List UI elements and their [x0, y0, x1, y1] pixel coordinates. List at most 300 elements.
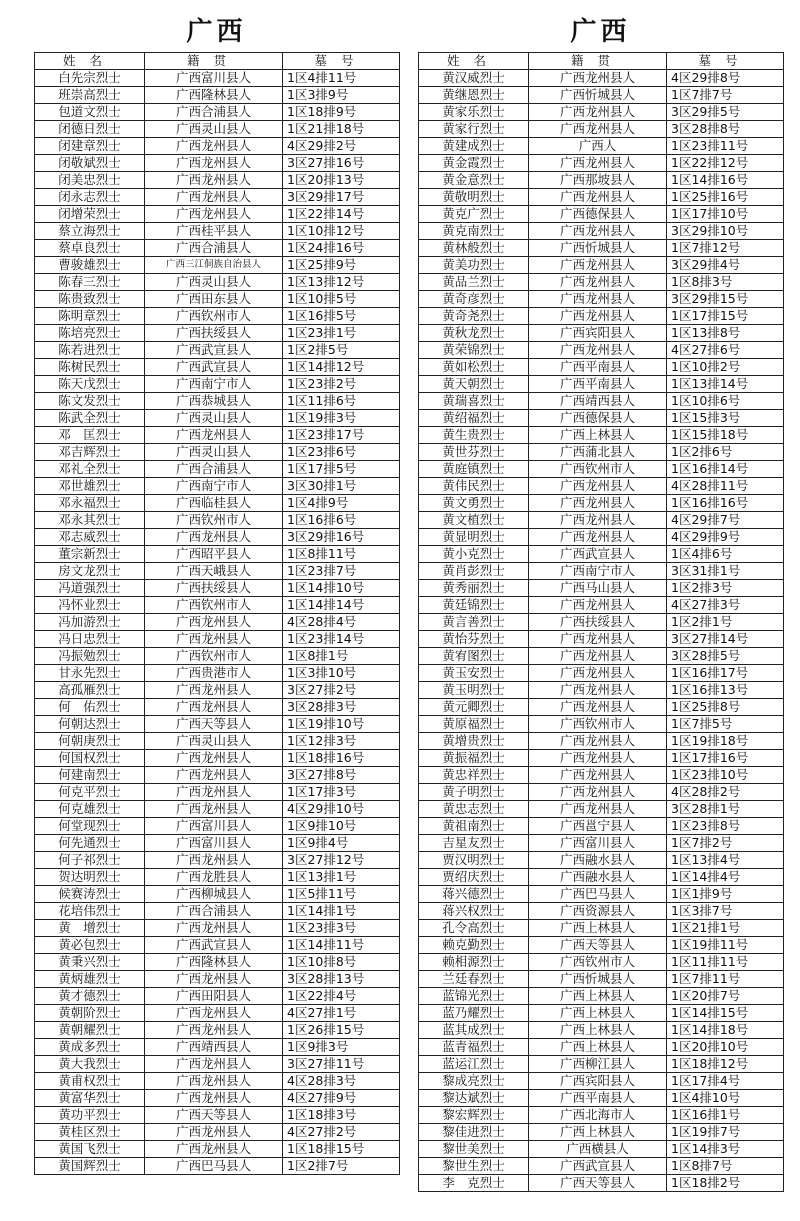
table-row [35, 172, 400, 189]
origin-cell: 广西富川县人 [145, 70, 283, 87]
tomb-number-cell: 1区19排7号 [667, 1124, 784, 1141]
table-row [419, 614, 784, 631]
header-name: 姓名 [35, 53, 145, 70]
tomb-number-cell: 1区23排10号 [667, 767, 784, 784]
name-cell: 黄秀丽烈士 [419, 580, 529, 597]
origin-cell: 广西桂平县人 [145, 223, 283, 240]
tomb-number-cell: 4区28排11号 [667, 478, 784, 495]
name-cell: 黄天朝烈士 [419, 376, 529, 393]
tomb-number-cell: 3区27排14号 [667, 631, 784, 648]
name-cell: 何朝庚烈士 [35, 733, 145, 750]
origin-cell: 广西钦州市人 [145, 597, 283, 614]
name-cell: 黄成多烈士 [35, 1039, 145, 1056]
table-row [419, 1141, 784, 1158]
origin-cell: 广西龙州县人 [529, 699, 667, 716]
name-cell: 闭美忠烈士 [35, 172, 145, 189]
tomb-number-cell: 1区18排9号 [283, 104, 400, 121]
name-cell: 李 克烈士 [419, 1175, 529, 1192]
name-cell: 花培伟烈士 [35, 903, 145, 920]
origin-cell: 广西龙州县人 [145, 529, 283, 546]
origin-cell: 广西武宣县人 [145, 937, 283, 954]
name-cell: 甘永先烈士 [35, 665, 145, 682]
tomb-number-cell: 1区25排8号 [667, 699, 784, 716]
table-row [35, 869, 400, 886]
tomb-number-cell: 3区29排15号 [667, 291, 784, 308]
tomb-number-cell: 1区24排16号 [283, 240, 400, 257]
tomb-number-cell: 3区29排4号 [667, 257, 784, 274]
tomb-number-cell: 3区27排12号 [283, 852, 400, 869]
table-row [35, 70, 400, 87]
table-row [419, 410, 784, 427]
table-row [419, 818, 784, 835]
tomb-number-cell: 3区29排17号 [283, 189, 400, 206]
origin-cell: 广西龙州县人 [529, 801, 667, 818]
origin-cell: 广西武宣县人 [145, 342, 283, 359]
name-cell: 黄廷锦烈士 [419, 597, 529, 614]
tomb-number-cell: 1区18排2号 [667, 1175, 784, 1192]
header-name: 姓名 [419, 53, 529, 70]
name-cell: 黄克南烈士 [419, 223, 529, 240]
table-row [35, 648, 400, 665]
origin-cell: 广西横县人 [529, 1141, 667, 1158]
tomb-number-cell: 4区27排3号 [667, 597, 784, 614]
tomb-number-cell: 1区7排2号 [667, 835, 784, 852]
tomb-number-cell: 1区19排11号 [667, 937, 784, 954]
header-origin: 籍贯 [145, 53, 283, 70]
name-cell: 陈文发烈士 [35, 393, 145, 410]
table-row [419, 1158, 784, 1175]
tomb-number-cell: 1区14排4号 [667, 869, 784, 886]
tomb-number-cell: 1区23排3号 [283, 920, 400, 937]
origin-cell: 广西龙州县人 [529, 631, 667, 648]
origin-cell: 广西龙州县人 [145, 767, 283, 784]
name-cell: 蒋兴权烈士 [419, 903, 529, 920]
tomb-number-cell: 3区29排16号 [283, 529, 400, 546]
tomb-number-cell: 1区5排11号 [283, 886, 400, 903]
name-cell: 黄敬明烈士 [419, 189, 529, 206]
origin-cell: 广西龙州县人 [529, 648, 667, 665]
table-row [419, 1124, 784, 1141]
table-row [419, 937, 784, 954]
table-row [419, 1022, 784, 1039]
origin-cell: 广西灵山县人 [145, 274, 283, 291]
name-cell: 蓝锦光烈士 [419, 988, 529, 1005]
table-row [35, 461, 400, 478]
table-row [35, 767, 400, 784]
tomb-number-cell: 4区28排2号 [667, 784, 784, 801]
origin-cell: 广西龙州县人 [145, 172, 283, 189]
table-row [35, 393, 400, 410]
name-cell: 黄文勇烈士 [419, 495, 529, 512]
origin-cell: 广西龙州县人 [145, 1141, 283, 1158]
tomb-number-cell: 1区14排10号 [283, 580, 400, 597]
tomb-number-cell: 3区29排5号 [667, 104, 784, 121]
table-row [35, 1107, 400, 1124]
name-cell: 黄奇彦烈士 [419, 291, 529, 308]
table-row [35, 478, 400, 495]
origin-cell: 广西上林县人 [529, 988, 667, 1005]
tomb-number-cell: 4区27排2号 [283, 1124, 400, 1141]
table-row [419, 529, 784, 546]
origin-cell: 广西马山县人 [529, 580, 667, 597]
name-cell: 陈天戊烈士 [35, 376, 145, 393]
table-row [35, 954, 400, 971]
table-row [419, 852, 784, 869]
tomb-number-cell: 1区16排6号 [283, 512, 400, 529]
name-cell: 冯怀业烈士 [35, 597, 145, 614]
table-row [35, 988, 400, 1005]
name-cell: 黄炳雄烈士 [35, 971, 145, 988]
name-cell: 黄品兰烈士 [419, 274, 529, 291]
name-cell: 黄家乐烈士 [419, 104, 529, 121]
tomb-number-cell: 1区23排7号 [283, 563, 400, 580]
tomb-number-cell: 1区25排9号 [283, 257, 400, 274]
name-cell: 黄世芬烈士 [419, 444, 529, 461]
origin-cell: 广西龙州县人 [529, 104, 667, 121]
table-row [35, 733, 400, 750]
table-row [35, 308, 400, 325]
tomb-number-cell: 3区28排5号 [667, 648, 784, 665]
tomb-number-cell: 4区29排9号 [667, 529, 784, 546]
name-cell: 黄奇尧烈士 [419, 308, 529, 325]
tomb-number-cell: 1区25排16号 [667, 189, 784, 206]
origin-cell: 广西武宣县人 [529, 1158, 667, 1175]
origin-cell: 广西龙州县人 [529, 189, 667, 206]
origin-cell: 广西平南县人 [529, 359, 667, 376]
origin-cell: 广西龙州县人 [529, 495, 667, 512]
origin-cell: 广西龙州县人 [529, 733, 667, 750]
origin-cell: 广西龙州县人 [145, 631, 283, 648]
name-cell: 孔令高烈士 [419, 920, 529, 937]
tomb-number-cell: 1区14排12号 [283, 359, 400, 376]
tomb-number-cell: 1区2排5号 [283, 342, 400, 359]
name-cell: 邓世雄烈士 [35, 478, 145, 495]
table-row [35, 291, 400, 308]
tomb-number-cell: 1区9排10号 [283, 818, 400, 835]
table-row [419, 1175, 784, 1192]
name-cell: 曹骏雄烈士 [35, 257, 145, 274]
tomb-number-cell: 1区9排4号 [283, 835, 400, 852]
origin-cell: 广西龙州县人 [529, 257, 667, 274]
origin-cell: 广西龙州县人 [529, 512, 667, 529]
tomb-number-cell: 1区2排7号 [283, 1158, 400, 1175]
table-row [35, 580, 400, 597]
name-cell: 陈培亮烈士 [35, 325, 145, 342]
tomb-number-cell: 1区4排9号 [283, 495, 400, 512]
name-cell: 白先宗烈士 [35, 70, 145, 87]
tomb-number-cell: 1区18排16号 [283, 750, 400, 767]
name-cell: 黄甫权烈士 [35, 1073, 145, 1090]
tomb-number-cell: 1区11排11号 [667, 954, 784, 971]
origin-cell: 广西龙州县人 [529, 274, 667, 291]
origin-cell: 广西龙州县人 [145, 614, 283, 631]
name-cell: 黄玉明烈士 [419, 682, 529, 699]
table-row [419, 1090, 784, 1107]
name-cell: 黄瑞喜烈士 [419, 393, 529, 410]
table-row [419, 291, 784, 308]
origin-cell: 广西钦州市人 [529, 461, 667, 478]
table-row [419, 767, 784, 784]
origin-cell: 广西龙州县人 [145, 189, 283, 206]
table-row [419, 512, 784, 529]
table-row [35, 546, 400, 563]
origin-cell: 广西灵山县人 [145, 444, 283, 461]
origin-cell: 广西人 [529, 138, 667, 155]
origin-cell: 广西龙州县人 [145, 852, 283, 869]
table-row [35, 682, 400, 699]
origin-cell: 广西龙州县人 [145, 427, 283, 444]
name-cell: 黄言善烈士 [419, 614, 529, 631]
tomb-number-cell: 3区30排1号 [283, 478, 400, 495]
origin-cell: 广西龙州县人 [145, 138, 283, 155]
tomb-number-cell: 3区27排8号 [283, 767, 400, 784]
table-row [35, 495, 400, 512]
origin-cell: 广西龙州县人 [529, 767, 667, 784]
name-cell: 黄秋龙烈士 [419, 325, 529, 342]
name-cell: 黎世生烈士 [419, 1158, 529, 1175]
table-row [419, 631, 784, 648]
table-row [419, 784, 784, 801]
name-cell: 黄才德烈士 [35, 988, 145, 1005]
origin-cell: 广西上林县人 [529, 1039, 667, 1056]
origin-cell: 广西临桂县人 [145, 495, 283, 512]
origin-cell: 广西平南县人 [529, 1090, 667, 1107]
origin-cell: 广西天等县人 [145, 1107, 283, 1124]
tomb-number-cell: 1区17排16号 [667, 750, 784, 767]
origin-cell: 广西柳江县人 [529, 1056, 667, 1073]
origin-cell: 广西靖西县人 [529, 393, 667, 410]
origin-cell: 广西上林县人 [529, 1124, 667, 1141]
table-row [419, 138, 784, 155]
table-row [35, 240, 400, 257]
table-row [35, 444, 400, 461]
name-cell: 黄增贵烈士 [419, 733, 529, 750]
name-cell: 兰廷春烈士 [419, 971, 529, 988]
table-row [35, 1141, 400, 1158]
name-cell: 何克平烈士 [35, 784, 145, 801]
left-header-row [35, 53, 400, 70]
name-cell: 贺达明烈士 [35, 869, 145, 886]
tomb-number-cell: 1区16排17号 [667, 665, 784, 682]
name-cell: 邓吉辉烈士 [35, 444, 145, 461]
table-row [35, 818, 400, 835]
origin-cell: 广西龙州县人 [529, 291, 667, 308]
table-row [419, 682, 784, 699]
table-row [35, 852, 400, 869]
origin-cell: 广西南宁市人 [145, 478, 283, 495]
table-row [419, 988, 784, 1005]
origin-cell: 广西三江侗族自治县人 [145, 257, 283, 274]
table-row [419, 1056, 784, 1073]
table-row [419, 801, 784, 818]
name-cell: 黄子明烈士 [419, 784, 529, 801]
origin-cell: 广西龙州县人 [145, 1073, 283, 1090]
name-cell: 蓝青福烈士 [419, 1039, 529, 1056]
origin-cell: 广西南宁市人 [145, 376, 283, 393]
tomb-number-cell: 1区16排5号 [283, 308, 400, 325]
table-row [35, 121, 400, 138]
origin-cell: 广西龙州县人 [145, 682, 283, 699]
name-cell: 黄金意烈士 [419, 172, 529, 189]
table-row [419, 971, 784, 988]
table-row [35, 512, 400, 529]
origin-cell: 广西昭平县人 [145, 546, 283, 563]
name-cell: 赖克勤烈士 [419, 937, 529, 954]
origin-cell: 广西龙州县人 [145, 155, 283, 172]
name-cell: 黄伟民烈士 [419, 478, 529, 495]
name-cell: 黎宏辉烈士 [419, 1107, 529, 1124]
tomb-number-cell: 1区23排17号 [283, 427, 400, 444]
tomb-number-cell: 1区23排1号 [283, 325, 400, 342]
origin-cell: 广西隆林县人 [145, 87, 283, 104]
tomb-number-cell: 1区14排1号 [283, 903, 400, 920]
tomb-number-cell: 3区28排3号 [283, 699, 400, 716]
table-row [419, 733, 784, 750]
tomb-number-cell: 1区16排13号 [667, 682, 784, 699]
origin-cell: 广西龙州县人 [529, 478, 667, 495]
table-row [35, 597, 400, 614]
name-cell: 邓永其烈士 [35, 512, 145, 529]
name-cell: 何克雄烈士 [35, 801, 145, 818]
tomb-number-cell: 1区16排1号 [667, 1107, 784, 1124]
table-row [419, 308, 784, 325]
table-row [419, 155, 784, 172]
name-cell: 贾绍庆烈士 [419, 869, 529, 886]
tomb-number-cell: 1区14排14号 [283, 597, 400, 614]
table-row [419, 223, 784, 240]
name-cell: 黄 增烈士 [35, 920, 145, 937]
origin-cell: 广西北海市人 [529, 1107, 667, 1124]
tomb-number-cell: 3区28排8号 [667, 121, 784, 138]
origin-cell: 广西钦州市人 [529, 954, 667, 971]
origin-cell: 广西龙州县人 [529, 121, 667, 138]
tomb-number-cell: 1区7排12号 [667, 240, 784, 257]
name-cell: 黄生贵烈士 [419, 427, 529, 444]
origin-cell: 广西富川县人 [145, 818, 283, 835]
origin-cell: 广西恭城县人 [145, 393, 283, 410]
table-row [419, 206, 784, 223]
table-row [419, 376, 784, 393]
origin-cell: 广西龙州县人 [529, 529, 667, 546]
origin-cell: 广西田阳县人 [145, 988, 283, 1005]
table-row [35, 563, 400, 580]
tomb-number-cell: 1区20排7号 [667, 988, 784, 1005]
name-cell: 黄绍福烈士 [419, 410, 529, 427]
origin-cell: 广西资源县人 [529, 903, 667, 920]
tomb-number-cell: 1区14排15号 [667, 1005, 784, 1022]
table-row [35, 886, 400, 903]
name-cell: 蓝运江烈士 [419, 1056, 529, 1073]
tomb-number-cell: 1区8排1号 [283, 648, 400, 665]
origin-cell: 广西龙州县人 [529, 784, 667, 801]
name-cell: 冯振勉烈士 [35, 648, 145, 665]
table-row [35, 1056, 400, 1073]
name-cell: 黄美功烈士 [419, 257, 529, 274]
name-cell: 何国权烈士 [35, 750, 145, 767]
name-cell: 蓝乃耀烈士 [419, 1005, 529, 1022]
tomb-number-cell: 1区17排3号 [283, 784, 400, 801]
right-table [418, 52, 784, 1192]
tomb-number-cell: 1区23排14号 [283, 631, 400, 648]
table-row [419, 597, 784, 614]
tomb-number-cell: 3区28排13号 [283, 971, 400, 988]
origin-cell: 广西龙州县人 [145, 784, 283, 801]
name-cell: 黄如松烈士 [419, 359, 529, 376]
origin-cell: 广西忻城县人 [529, 87, 667, 104]
tomb-number-cell: 1区26排15号 [283, 1022, 400, 1039]
table-row [419, 750, 784, 767]
origin-cell: 广西钦州市人 [145, 648, 283, 665]
tomb-number-cell: 1区17排5号 [283, 461, 400, 478]
table-row [419, 1073, 784, 1090]
name-cell: 黄忠志烈士 [419, 801, 529, 818]
name-cell: 蒋兴德烈士 [419, 886, 529, 903]
name-cell: 邓礼全烈士 [35, 461, 145, 478]
tomb-number-cell: 3区27排16号 [283, 155, 400, 172]
origin-cell: 广西龙州县人 [145, 920, 283, 937]
name-cell: 黄朝阶烈士 [35, 1005, 145, 1022]
tomb-number-cell: 1区4排6号 [667, 546, 784, 563]
name-cell: 蔡卓良烈士 [35, 240, 145, 257]
table-row [419, 665, 784, 682]
origin-cell: 广西平南县人 [529, 376, 667, 393]
name-cell: 闭建章烈士 [35, 138, 145, 155]
name-cell: 何子祁烈士 [35, 852, 145, 869]
origin-cell: 广西柳城县人 [145, 886, 283, 903]
origin-cell: 广西宾阳县人 [529, 1073, 667, 1090]
name-cell: 黎成亮烈士 [419, 1073, 529, 1090]
table-row [35, 801, 400, 818]
name-cell: 陈贵致烈士 [35, 291, 145, 308]
tomb-number-cell: 4区29排2号 [283, 138, 400, 155]
tomb-number-cell: 1区21排1号 [667, 920, 784, 937]
origin-cell: 广西龙胜县人 [145, 869, 283, 886]
tomb-number-cell: 1区1排9号 [667, 886, 784, 903]
name-cell: 黄大我烈士 [35, 1056, 145, 1073]
origin-cell: 广西德保县人 [529, 206, 667, 223]
table-row [35, 1158, 400, 1175]
origin-cell: 广西合浦县人 [145, 461, 283, 478]
origin-cell: 广西上林县人 [529, 1005, 667, 1022]
tomb-number-cell: 1区19排10号 [283, 716, 400, 733]
table-row [419, 342, 784, 359]
tomb-number-cell: 1区9排3号 [283, 1039, 400, 1056]
tomb-number-cell: 1区7排11号 [667, 971, 784, 988]
table-row [419, 257, 784, 274]
table-row [419, 580, 784, 597]
tomb-number-cell: 1区10排8号 [283, 954, 400, 971]
origin-cell: 广西武宣县人 [529, 546, 667, 563]
name-cell: 黄忠祥烈士 [419, 767, 529, 784]
table-row [419, 954, 784, 971]
origin-cell: 广西合浦县人 [145, 240, 283, 257]
tomb-number-cell: 4区29排8号 [667, 70, 784, 87]
table-row [419, 393, 784, 410]
table-row [419, 325, 784, 342]
origin-cell: 广西灵山县人 [145, 733, 283, 750]
origin-cell: 广西龙州县人 [145, 801, 283, 818]
name-cell: 黄功平烈士 [35, 1107, 145, 1124]
origin-cell: 广西龙州县人 [145, 750, 283, 767]
name-cell: 邓志威烈士 [35, 529, 145, 546]
table-row [35, 903, 400, 920]
origin-cell: 广西龙州县人 [145, 206, 283, 223]
origin-cell: 广西龙州县人 [145, 1056, 283, 1073]
left-table-body [35, 70, 400, 1175]
tomb-number-cell: 1区7排7号 [667, 87, 784, 104]
name-cell: 黄元卿烈士 [419, 699, 529, 716]
origin-cell: 广西龙州县人 [145, 1090, 283, 1107]
